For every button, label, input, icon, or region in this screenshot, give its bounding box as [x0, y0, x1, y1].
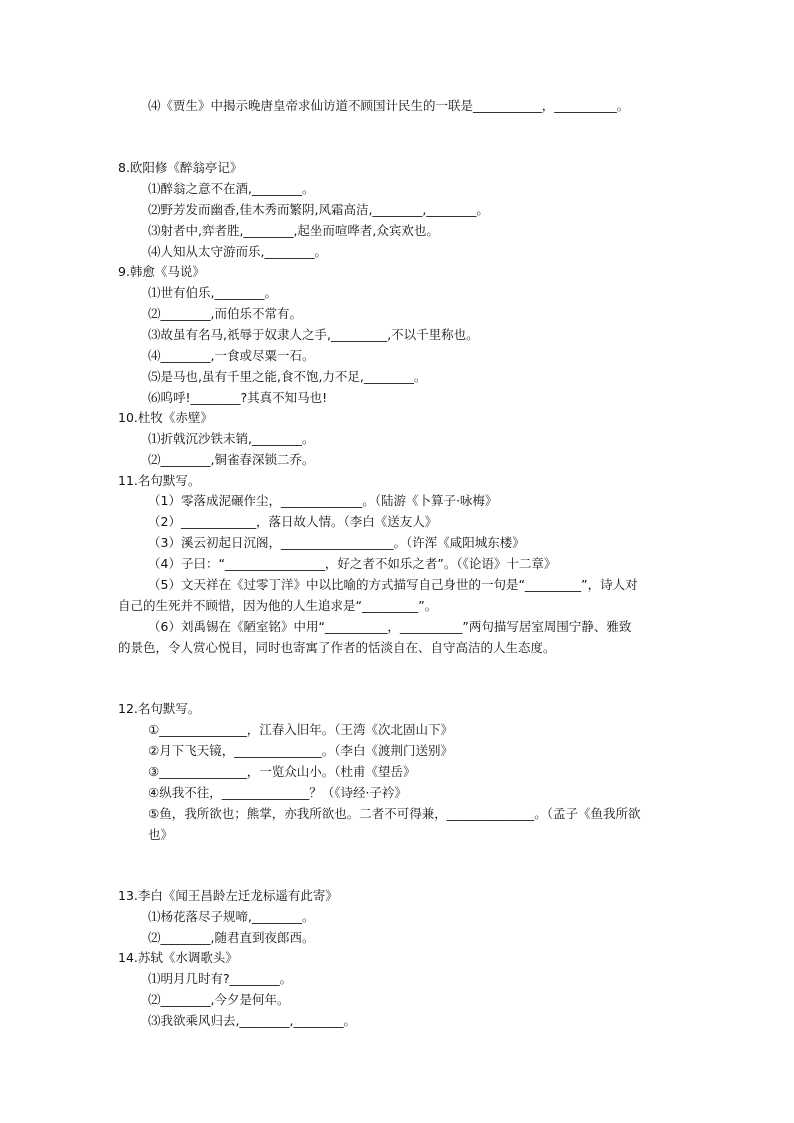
q8-3-line: ⑶射者中,弈者胜,________,起坐而喧哗者,众宾欢也。 — [148, 223, 439, 238]
q14-1-line: ⑴明月几时有?________。 — [148, 971, 293, 986]
q9-5-line: ⑸是马也,虽有千里之能,食不饱,力不足,________。 — [148, 369, 427, 384]
q11-5-line: （5）文天祥在《过零丁洋》中以比喻的方式描写自己身世的一句是“_________”，诗人对 — [148, 577, 638, 592]
q8-1-line: ⑴醉翁之意不在酒,________。 — [148, 181, 315, 196]
q14-heading: 14.苏轼《水调歌头》 — [118, 950, 238, 965]
q11-6-cont-line: 的景色，令人赏心悦目，同时也寄寓了作者的恬淡自在、自守高洁的人生态度。 — [118, 640, 556, 655]
q13-heading: 13.李白《闻王昌龄左迁龙标遥有此寄》 — [118, 888, 338, 903]
q11-1-line: （1）零落成泥碾作尘，_____________。（陆游《卜算子·咏梅》 — [148, 493, 498, 508]
q12-4-line: ④纵我不往，______________？（《诗经·子衿》 — [148, 785, 407, 800]
q12-heading: 12.名句默写。 — [118, 701, 201, 716]
q10-heading: 10.杜牧《赤壁》 — [118, 410, 213, 425]
q12-1-line: ①______________，江春入旧年。（王湾《次北固山下》 — [148, 722, 453, 737]
q8-heading: 8.欧阳修《醉翁亭记》 — [118, 160, 243, 175]
q12-2-line: ②月下飞天镜，______________。（李白《渡荆门送别》 — [148, 743, 453, 758]
q12-3-line: ③______________，一览众山小。（杜甫《望岳》 — [148, 764, 416, 779]
q8-4-line: ⑷人知从太守游而乐,________。 — [148, 244, 327, 259]
q12-5-line: ⑤鱼，我所欲也；熊掌，亦我所欲也。二者不可得兼，______________。（孟子《鱼我所欲 — [148, 806, 641, 821]
q10-2-line: ⑵________,铜雀春深锁二乔。 — [148, 452, 315, 467]
q10-1-line: ⑴折戟沉沙铁未销,________。 — [148, 431, 315, 446]
q9-1-line: ⑴世有伯乐,________。 — [148, 285, 277, 300]
q8-2-line: ⑵野芳发而幽香,佳木秀而繁阴,风霜高洁,________,________。 — [148, 202, 489, 217]
q11-6-line: （6）刘禹锡在《陋室铭》中用“__________，__________”两句描写居室周围宁静、雅致 — [148, 619, 632, 634]
q11-5-cont-line: 自己的生死并不顾惜，因为他的人生追求是“_________”。 — [118, 598, 438, 613]
q13-1-line: ⑴杨花落尽子规啼,________。 — [148, 909, 315, 924]
q14-2-line: ⑵________,今夕是何年。 — [148, 992, 290, 1007]
q11-3-line: （3）溪云初起日沉阁，__________________。（许浑《咸阳城东楼》 — [148, 535, 525, 550]
q11-2-line: （2）____________，落日故人情。（李白《送友人》 — [148, 514, 438, 529]
q9-6-line: ⑹呜呼!________?其真不知马也! — [148, 390, 328, 405]
q14-3-line: ⑶我欲乘风归去,________,________。 — [148, 1013, 356, 1028]
q11-heading: 11.名句默写。 — [118, 473, 201, 488]
q9-4-line: ⑷________,一食或尽粟一石。 — [148, 348, 315, 363]
q7-4-line: ⑷《贾生》中揭示晚唐皇帝求仙访道不顾国计民生的一联是___________，__________。 — [148, 98, 630, 113]
q13-2-line: ⑵________,随君直到夜郎西。 — [148, 930, 315, 945]
q9-heading: 9.韩愈《马说》 — [118, 264, 205, 279]
q9-3-line: ⑶故虽有名马,祇辱于奴隶人之手,_________,不以千里称也。 — [148, 327, 479, 342]
q9-2-line: ⑵________,而伯乐不常有。 — [148, 306, 302, 321]
q11-4-line: （4）子曰：“________________，好之者不如乐之者”。（《论语》十二章》 — [148, 556, 557, 571]
q12-5-cont-line: 也》 — [148, 827, 174, 842]
